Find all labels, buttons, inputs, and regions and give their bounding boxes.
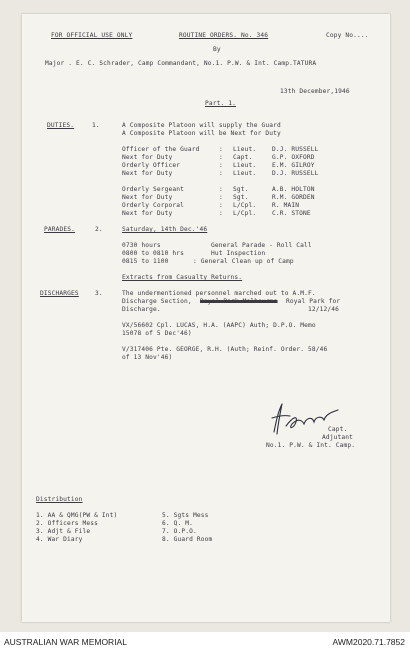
discharge-entry-1-line-2: 15078 of 5 Dec'46) [122, 330, 192, 337]
parades-label: PARADES. [44, 226, 76, 233]
distribution-item: 5. Sgts Mess [162, 512, 209, 519]
extracts-heading: Extracts from Casualty Returns. [122, 274, 243, 281]
distribution-heading: Distribution [36, 496, 83, 503]
duties-number: 1. [92, 122, 100, 129]
document-title: ROUTINE ORDERS. No. 346 [179, 32, 269, 39]
issuer-line: Major . E. C. Schrader, Camp Commandant, No.1. P.W. & Int. Camp.TATURA [45, 60, 317, 67]
archive-footer [0, 632, 410, 653]
distribution-item: 2. Officers Mess [36, 520, 99, 527]
footer-institution: AUSTRALIAN WAR MEMORIAL [4, 637, 127, 647]
discharge-entry-2-line-2: of 13 Nov'46) [122, 354, 173, 361]
routine-orders-document: FOR OFFICIAL USE ONLY ROUTINE ORDERS. No. 346 Copy No.... By Major . E. C. Schrader, Camp Commandant, No.1. P.W. & Int. Camp.TATURA 13th December,1946 Part. 1. DUTIES. 1. A Composite Platoon will supply the Guard A Composite Platoon will be Next for Duty Officer of the Guard : Lieut. D.J. RUSSELL Next for Duty : Capt. G.P. OXFORD Orderly Officer : Lieut. E.M. GILROY Next for Duty : Lieut. D.J. RUSSELL Orderly Sergeant : Sgt. A.B. HOLTON Next for Duty : Sgt. R.M. GORDEN Orderly Corporal : L/Cpl. R. MAIN Next for Duty : L/Cpl. C.R. STONE PARADES. 2. Saturday, 14th Dec.'46 0730 hours General Parade - Roll Call 0800 to 0810 hrs Hut Inspection 0815 to 1100 : General Clean up of Camp Extracts from Casualty Returns. DISCHARGES 3. The undermentioned personnel marched out to A.M.F. Discharge Section, Rayal Park Melbourne Royal Park for Discharge. 12/12/46 VX/56602 Cpl. LUCAS, H.A. (AAPC) Auth; D.P.O. Memo 15078 of 5 Dec'46) V/317406 Pte. GEORGE, R.H. (Auth; Reinf. Order. 58/46 of 13 Nov'46) Capt. Adjutant No.1. P.W. & Int. Camp. Distribution 1. AA & QMG(PW & Int) 2. Officers Mess 3. Adjt & File 4. War Diary 5. Sgts Mess 6. Q. M. 7. O.P.O. 8. Guard Room [22, 14, 390, 622]
signature-title: Adjutant [322, 434, 354, 441]
discharge-entry-2-line-1: V/317406 Pte. GEORGE, R.H. (Auth; Reinf. Order. 58/46 [122, 346, 328, 353]
copy-number: Copy No.... [326, 32, 369, 39]
discharge-entry-1-line-1: VX/56602 Cpl. LUCAS, H.A. (AAPC) Auth; D.P.O. Memo [122, 322, 316, 329]
distribution-item: 4. War Diary [36, 536, 83, 543]
distribution-item: 3. Adjt & File [36, 528, 91, 535]
signature-rank: Capt. [328, 426, 348, 433]
duties-label: DUTIES. [47, 122, 75, 129]
duties-line-1: A Composite Platoon will supply the Guard [122, 122, 281, 129]
by-label: By [213, 46, 221, 53]
distribution-item: 8. Guard Room [162, 536, 213, 543]
struck-text: Rayal Park Melbourne [200, 298, 278, 305]
signature-unit: No.1. P.W. & Int. Camp. [266, 442, 356, 449]
parades-number: 2. [95, 226, 103, 233]
classification: FOR OFFICIAL USE ONLY [51, 32, 133, 39]
order-date: 13th December,1946 [280, 88, 350, 95]
distribution-item: 7. O.P.O. [162, 528, 197, 535]
part-heading: Part. 1. [205, 100, 237, 107]
distribution-item: 6. Q. M. [162, 520, 194, 527]
discharges-line-1: The undermentioned personnel marched out to A.M.F. [122, 290, 316, 297]
footer-accession-number: AWM2020.71.7852 [332, 637, 405, 647]
duties-line-2: A Composite Platoon will be Next for Duty [122, 130, 281, 137]
discharges-number: 3. [95, 290, 103, 297]
parade-day: Saturday, 14th Dec.'46 [122, 226, 208, 233]
distribution-item: 1. AA & QMG(PW & Int) [36, 512, 118, 519]
discharges-label: DISCHARGES [40, 290, 79, 297]
